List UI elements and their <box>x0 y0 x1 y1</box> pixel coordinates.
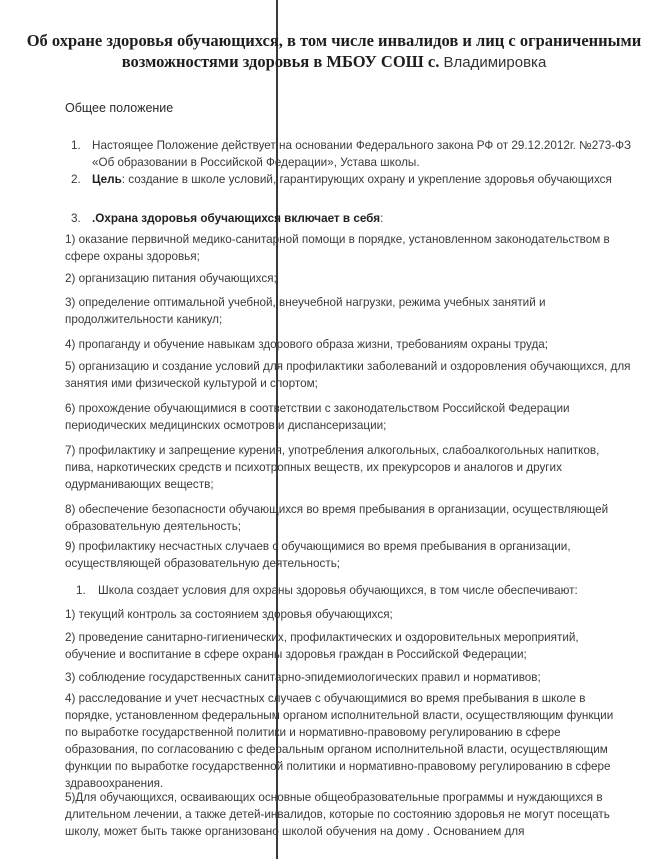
include-item-1: 1) оказание первичной медико-санитарной помощи в порядке, установленном законодательством в сфере охраны здоровья; <box>65 233 610 263</box>
school-provides-heading: Школа создает условия для охраны здоровья обучающихся, в том числе обеспечивают: <box>98 584 578 597</box>
include-item-2: 2) организацию питания обучающихся; <box>65 272 277 285</box>
document-title <box>0 30 668 73</box>
provide-item-5: 5)Для обучающихся, осваивающих основные общеобразовательные программы и нуждающихся в длительном лечении, а также детей-инвалидов, которые по состоянию здоровья не могут посещать школу, может быть также организовано школой обучения на дому . Основанием для <box>65 791 610 838</box>
title-line-2 <box>0 51 668 73</box>
colon: : <box>380 212 384 225</box>
include-item-9: 9) профилактику несчастных случаев с обучающимися во время пребывания в организации, осуществляющей образовательную деятельность; <box>65 540 571 570</box>
numbered-item-2 <box>92 171 612 188</box>
include-item-8: 8) обеспечение безопасности обучающихся во время пребывания в организации, осуществляющей образовательную деятельность; <box>65 503 609 533</box>
section-heading: Общее положение <box>65 101 174 115</box>
item-number: 1. <box>71 139 81 152</box>
provide-item-3: 3) соблюдение государственных санитарно-эпидемиологических правил и нормативов; <box>65 671 541 684</box>
item-number: 3. <box>71 212 81 225</box>
provide-item-1: 1) текущий контроль за состоянием здоровья обучающихся; <box>65 608 393 621</box>
title-line-2-tail: Владимировка <box>443 54 547 71</box>
health-protection-label: .Охрана здоровья обучающихся включает в себя <box>92 212 381 225</box>
provide-item-2: 2) проведение санитарно-гигиенических, профилактических и оздоровительных мероприятий, обучение и воспитание в сфере охраны здоровья граждан в Российской Федерации; <box>65 631 579 661</box>
include-item-4: 4) пропаганду и обучение навыкам здорового образа жизни, требованиям охраны труда; <box>65 338 549 351</box>
item-number: 2. <box>71 173 81 186</box>
include-item-6: 6) прохождение обучающимися в соответствии с законодательством Российской Федерации периодических медицинских осмотров и диспансеризации; <box>65 402 570 432</box>
title-line-1: Об охране здоровья обучающихся, в том числе инвалидов и лиц с ограниченными <box>26 31 642 50</box>
include-item-5: 5) организацию и создание условий для профилактики заболеваний и оздоровления обучающихся, для занятия ими физической культурой и спортом; <box>65 360 631 390</box>
include-item-3: 3) определение оптимальной учебной, внеучебной нагрузки, режима учебных занятий и продолжительности каникул; <box>65 296 546 326</box>
include-item-7: 7) профилактику и запрещение курения, употребления алкогольных, слабоалкогольных напитков, пива, наркотических средств и психотропных веществ, их прекурсоров и аналогов и других одурманивающих веществ; <box>65 444 600 491</box>
title-line-2-bold: возможностями здоровья в МБОУ СОШ с. <box>121 52 440 71</box>
numbered-item-3 <box>92 210 612 227</box>
goal-text: : создание в школе условий, гарантирующих охрану и укрепление здоровья обучающихся <box>121 173 612 186</box>
provide-item-4: 4) расследование и учет несчастных случаев с обучающимися во время пребывания в школе в порядке, установленном федеральным органом исполнительной власти, осуществляющим функции по выработке государственной политики и нормативно-правовому регулированию в сфере образования, по согласованию с федеральным органом исполнительной власти, осуществляющим функции по выработке государственной политики и нормативно-правовому регулированию в сфере здравоохранения. <box>65 692 614 790</box>
item-number: 1. <box>76 584 86 597</box>
numbered-item-1: Настоящее Положение действует на основании Федерального закона РФ от 29.12.2012г. №273-ФЗ «Об образовании в Российской Федерации», Устава школы. <box>92 139 632 169</box>
goal-label: Цель <box>92 173 122 186</box>
